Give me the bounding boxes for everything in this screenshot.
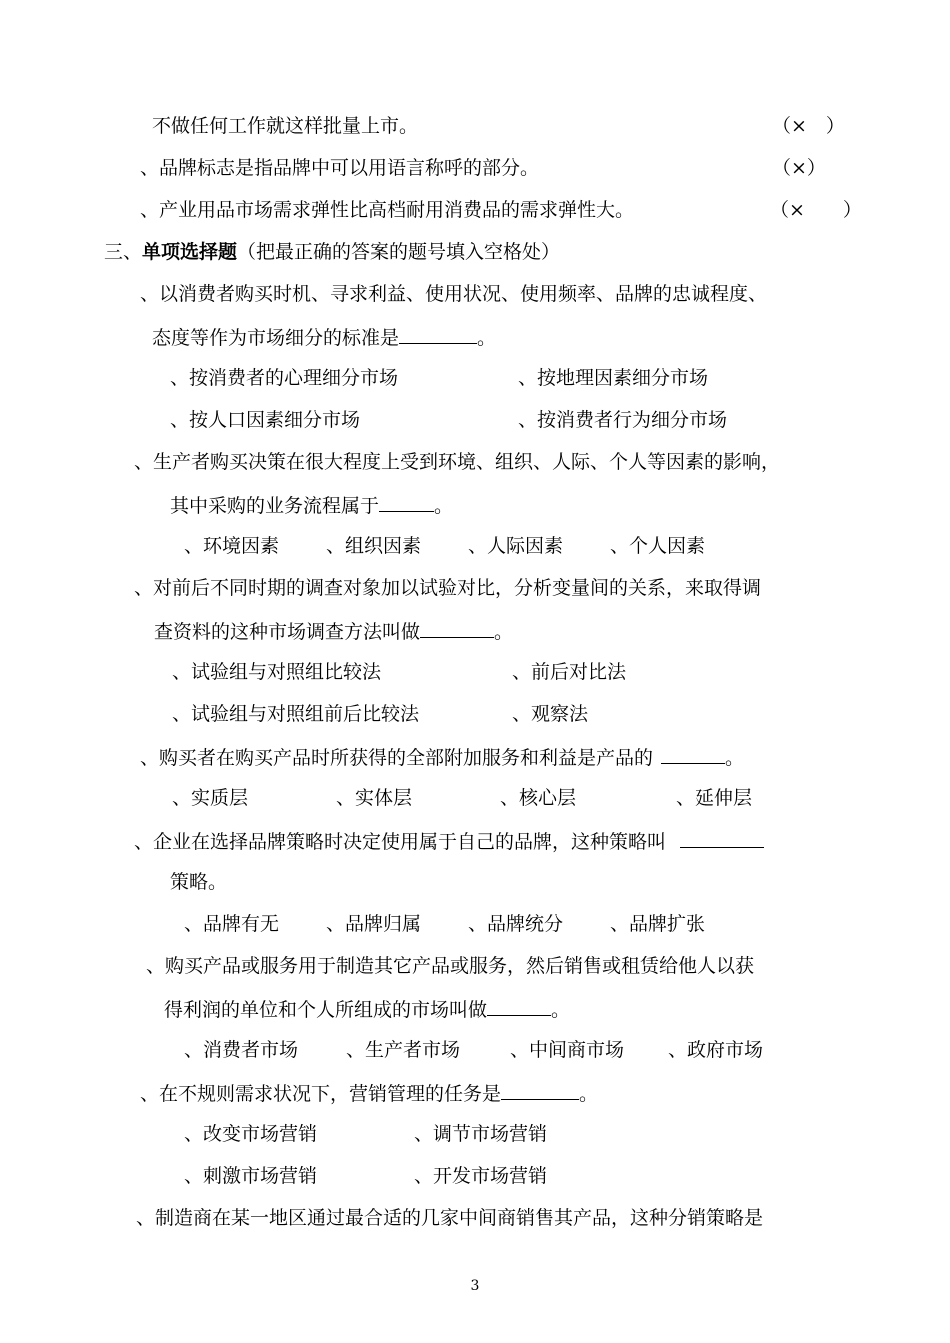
q4-option-b: 、实体层 xyxy=(336,787,413,809)
q3-answer-blank[interactable] xyxy=(420,617,494,638)
q3-line2 xyxy=(154,617,513,643)
q7-line1 xyxy=(140,1079,598,1105)
q3-line1: 、对前后不同时期的调查对象加以试验对比，分析变量间的关系，来取得调 xyxy=(134,577,762,599)
q6-line2 xyxy=(164,995,570,1021)
q5-line1 xyxy=(134,827,764,853)
tf-item-3-text: 、产业用品市场需求弹性比高档耐用消费品的需求弹性大。 xyxy=(140,199,635,221)
q5-answer-blank[interactable] xyxy=(680,827,764,848)
section-note: （把最正确的答案的题号填入空格处） xyxy=(237,241,561,263)
tf-item-3 xyxy=(140,197,634,223)
q3-end: 。 xyxy=(494,621,514,643)
q7-option-b: 、调节市场营销 xyxy=(414,1123,548,1145)
q6-answer-blank[interactable] xyxy=(487,995,551,1016)
q2-line1: 、生产者购买决策在很大程度上受到环境、组织、人际、个人等因素的影响， xyxy=(134,451,781,473)
q7-option-c: 、刺激市场营销 xyxy=(184,1165,318,1187)
q7-stem: 、在不规则需求状况下，营销管理的任务是 xyxy=(140,1083,502,1105)
tf-item-2 xyxy=(140,155,539,181)
section-heading xyxy=(104,239,560,265)
q4-end: 。 xyxy=(725,747,745,769)
q2-answer-blank[interactable] xyxy=(379,491,434,512)
q2-option-c: 、人际因素 xyxy=(468,535,564,557)
tf-item-2-mark: （×） xyxy=(772,157,826,179)
q1-option-a: 、按消费者的心理细分市场 xyxy=(170,367,399,389)
q5-option-a: 、品牌有无 xyxy=(184,913,280,935)
q1-option-b: 、按地理因素细分市场 xyxy=(518,367,709,389)
q2-stem: 其中采购的业务流程属于 xyxy=(170,495,380,517)
tf-item-1-text: 不做任何工作就这样批量上市。 xyxy=(152,115,419,137)
q4-stem: 、购买者在购买产品时所获得的全部附加服务和利益是产品的 xyxy=(140,747,654,769)
q5-line2: 策略。 xyxy=(170,871,228,893)
q1-stem: 态度等作为市场细分的标准是 xyxy=(152,327,400,349)
q4-line1 xyxy=(140,743,744,769)
q7-answer-blank[interactable] xyxy=(501,1079,579,1100)
q6-line1: 、购买产品或服务用于制造其它产品或服务，然后销售或租赁给他人以获 xyxy=(146,955,755,977)
q2-option-d: 、个人因素 xyxy=(610,535,706,557)
q4-option-a: 、实质层 xyxy=(172,787,249,809)
q7-option-d: 、开发市场营销 xyxy=(414,1165,548,1187)
q5-stem: 、企业在选择品牌策略时决定使用属于自己的品牌，这种策略叫 xyxy=(134,831,667,853)
q4-answer-blank[interactable] xyxy=(661,743,725,764)
q5-option-c: 、品牌统分 xyxy=(468,913,564,935)
q1-option-d: 、按消费者行为细分市场 xyxy=(518,409,728,431)
q4-option-d: 、延伸层 xyxy=(676,787,753,809)
q6-option-b: 、生产者市场 xyxy=(346,1039,461,1061)
q8-line1: 、制造商在某一地区通过最合适的几家中间商销售其产品，这种分销策略是 xyxy=(136,1207,764,1229)
tf-item-3-mark: （× ） xyxy=(770,199,862,221)
q3-option-d: 、观察法 xyxy=(512,703,589,725)
q2-end: 。 xyxy=(434,495,454,517)
q2-option-b: 、组织因素 xyxy=(326,535,422,557)
q3-stem: 查资料的这种市场调查方法叫做 xyxy=(154,621,421,643)
q3-option-a: 、试验组与对照组比较法 xyxy=(172,661,382,683)
section-number: 三、 xyxy=(104,241,143,263)
q6-stem: 得利润的单位和个人所组成的市场叫做 xyxy=(164,999,488,1021)
q6-option-c: 、中间商市场 xyxy=(510,1039,625,1061)
q6-option-a: 、消费者市场 xyxy=(184,1039,299,1061)
q1-end: 。 xyxy=(477,327,497,349)
tf-item-2-text: 、品牌标志是指品牌中可以用语言称呼的部分。 xyxy=(140,157,540,179)
tf-item-1 xyxy=(152,113,418,139)
q7-end: 。 xyxy=(579,1083,599,1105)
q1-answer-blank[interactable] xyxy=(399,323,477,344)
q5-option-b: 、品牌归属 xyxy=(326,913,422,935)
page-number: 3 xyxy=(470,1278,480,1294)
q2-line2 xyxy=(170,491,453,517)
q6-end: 。 xyxy=(551,999,571,1021)
q1-line1: 、以消费者购买时机、寻求利益、使用状况、使用频率、品牌的忠诚程度、 xyxy=(140,283,768,305)
tf-item-1-mark: （× ） xyxy=(772,115,845,137)
q4-option-c: 、核心层 xyxy=(500,787,577,809)
q3-option-c: 、试验组与对照组前后比较法 xyxy=(172,703,420,725)
q5-option-d: 、品牌扩张 xyxy=(610,913,706,935)
q1-option-c: 、按人口因素细分市场 xyxy=(170,409,361,431)
q1-line2 xyxy=(152,323,496,349)
q3-option-b: 、前后对比法 xyxy=(512,661,627,683)
q6-option-d: 、政府市场 xyxy=(668,1039,764,1061)
q2-option-a: 、环境因素 xyxy=(184,535,280,557)
section-title: 单项选择题 xyxy=(142,241,238,263)
q7-option-a: 、改变市场营销 xyxy=(184,1123,318,1145)
